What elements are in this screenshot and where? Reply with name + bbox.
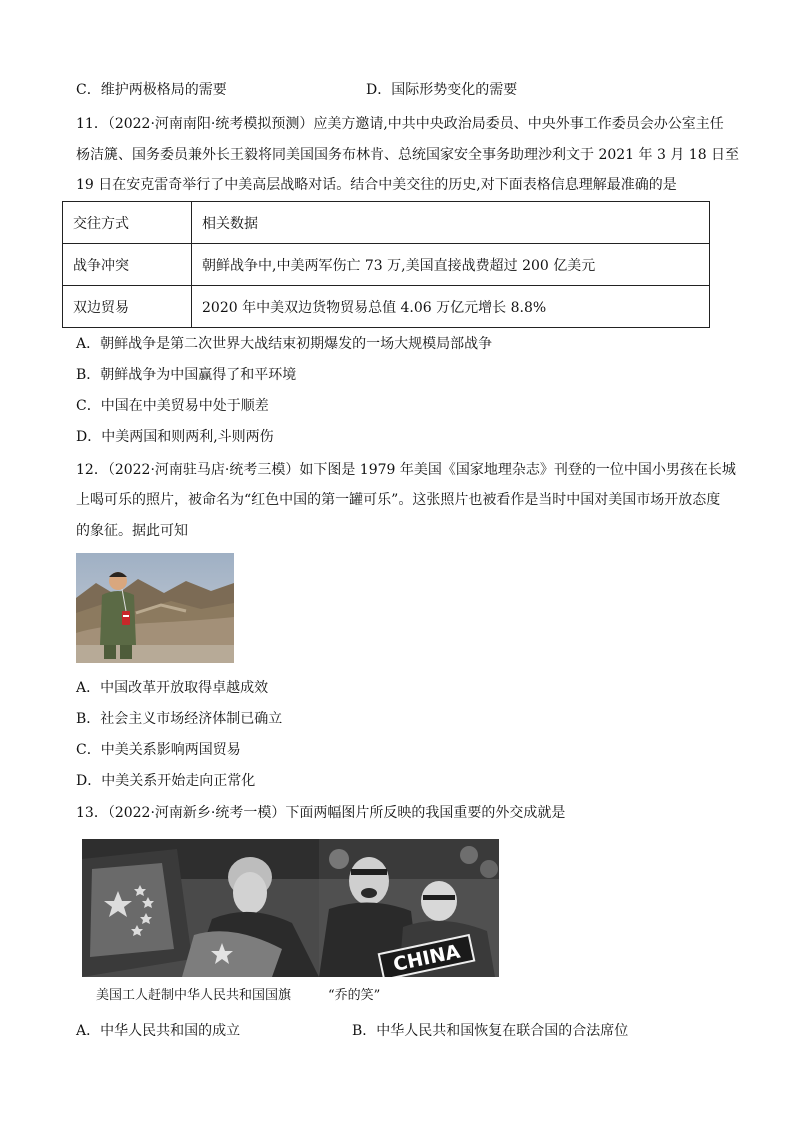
table-header-row xyxy=(63,202,710,244)
q12-option-a: A．中国改革开放取得卓越成效 xyxy=(76,680,269,696)
q12-option-b: B．社会主义市场经济体制已确立 xyxy=(76,711,283,727)
q12-option-d: D．中美关系开始走向正常化 xyxy=(76,773,256,789)
q12-option-c: C．中美关系影响两国贸易 xyxy=(76,742,241,758)
caption-flag-making: 美国工人赶制中华人民共和国国旗 xyxy=(96,988,292,1003)
q13-option-a: A．中华人民共和国的成立 xyxy=(76,1023,241,1039)
table-cell: 战争冲突 xyxy=(63,244,192,286)
qiao-laugh-illustration xyxy=(319,839,499,977)
q11-option-b: B．朝鲜战争为中国赢得了和平环境 xyxy=(76,367,297,383)
table-header-cell: 相关数据 xyxy=(192,202,710,244)
qiao-laugh-photo xyxy=(319,839,499,977)
flag-making-illustration xyxy=(82,839,319,977)
q12-stem-line3: 的象征。据此可知 xyxy=(76,523,188,539)
q12-stem-line1: 12．（2022·河南驻马店·统考三模）如下图是 1979 年美国《国家地理杂志》刊登的一位中国小男孩在长城 xyxy=(76,462,736,478)
table-cell: 2020 年中美双边货物贸易总值 4.06 万亿元增长 8.8% xyxy=(192,286,710,328)
table-row xyxy=(63,244,710,286)
flag-making-photo xyxy=(82,839,319,977)
caption-qiao-laugh: “乔的笑” xyxy=(328,988,381,1003)
table-header-cell: 交往方式 xyxy=(63,202,192,244)
table-cell: 双边贸易 xyxy=(63,286,192,328)
table-cell: 朝鲜战争中,中美两军伤亡 73 万,美国直接战费超过 200 亿美元 xyxy=(192,244,710,286)
q11-stem-line2: 杨洁篪、国务委员兼外长王毅将同美国国务布林肯、总统国家安全事务助理沙利文于 2021 年 3 月 18 日至 xyxy=(76,147,740,163)
q13-option-b: B．中华人民共和国恢复在联合国的合法席位 xyxy=(352,1023,629,1039)
q10-option-c: C．维护两极格局的需要 xyxy=(76,82,227,98)
china-sign-text: CHINA xyxy=(391,940,463,977)
q11-option-a: A．朝鲜战争是第二次世界大战结束初期爆发的一场大规模局部战争 xyxy=(76,336,493,352)
q11-option-c: C．中国在中美贸易中处于顺差 xyxy=(76,398,269,414)
q10-option-d: D．国际形势变化的需要 xyxy=(366,82,518,98)
q11-data-table xyxy=(62,201,710,328)
great-wall-boy-illustration xyxy=(76,553,234,663)
q11-option-d: D．中美两国和则两利,斗则两伤 xyxy=(76,429,274,445)
q11-stem-line1: 11．（2022·河南南阳·统考模拟预测）应美方邀请,中共中央政治局委员、中央外事工作委员会办公室主任 xyxy=(76,116,724,132)
q13-stem: 13．（2022·河南新乡·统考一模）下面两幅图片所反映的我国重要的外交成就是 xyxy=(76,805,566,821)
q11-stem-line3: 19 日在安克雷奇举行了中美高层战略对话。结合中美交往的历史,对下面表格信息理解最准确的是 xyxy=(76,177,677,193)
great-wall-boy-photo xyxy=(76,553,234,663)
table-row xyxy=(63,286,710,328)
q12-stem-line2: 上喝可乐的照片，被命名为“红色中国的第一罐可乐”。这张照片也被看作是当时中国对美国市场开放态度 xyxy=(76,492,721,508)
